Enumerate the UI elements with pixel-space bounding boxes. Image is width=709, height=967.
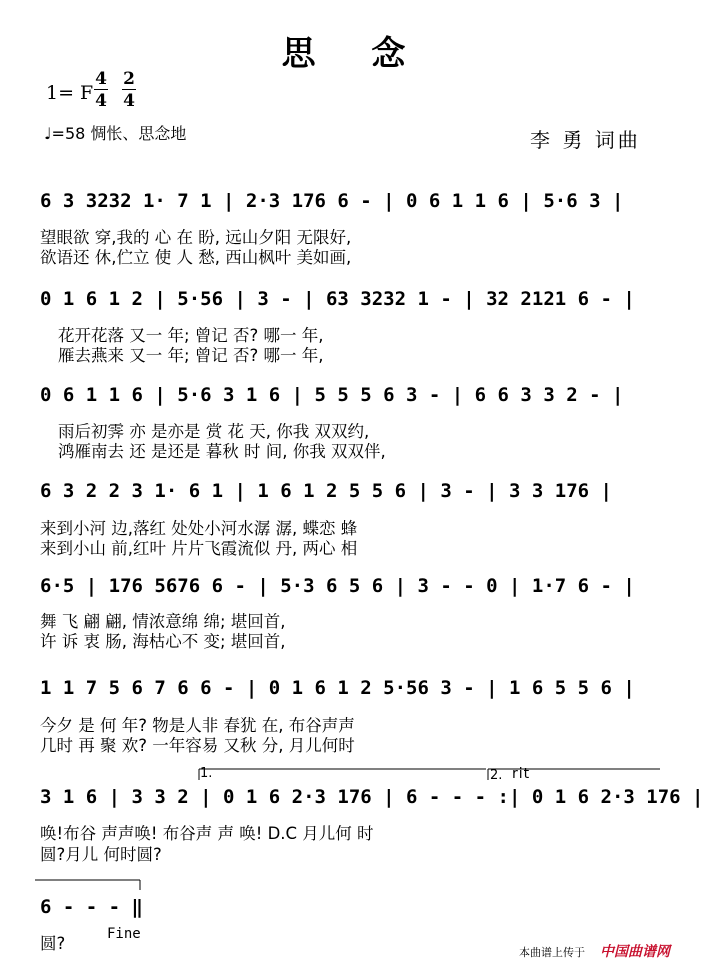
notation-row-7: 3 1 6 | 3 3 2 | 0 1 6 2·3 176 | 6 - - - :| 0 1 6 2·3 176 | (40, 786, 704, 808)
notation-row-3: 0 6 1 1 6 | 5·6 3 1 6 | 5 5 5 6 3 - | 6 6 3 3 2 - | (40, 384, 624, 406)
lyrics-row-4b: 来到小山 前,红叶 片片飞霞流似 丹, 两心 相 (40, 539, 358, 558)
lyrics-row-4a: 来到小河 边,落红 处处小河水潺 潺, 蝶恋 蜂 (40, 519, 358, 538)
notation-row-6: 1 1 7 5 6 7 6 6 - | 0 1 6 1 2 5·56 3 - | 1 6 5 5 6 | (40, 677, 635, 699)
key-signature: 1= F (46, 82, 94, 104)
time-sig-1-bottom: 4 (95, 91, 107, 111)
lyrics-row-2a: 花开花落 又一 年; 曾记 否? 哪一 年, (58, 326, 324, 345)
time-sig-2-bottom: 4 (123, 91, 135, 111)
lyrics-row-1a: 望眼欲 穿,我的 心 在 盼, 远山夕阳 无限好, (40, 228, 352, 247)
notation-row-5: 6·5 | 176 5676 6 - | 5·3 6 5 6 | 3 - - 0 | 1·7 6 - | (40, 575, 635, 597)
lyrics-row-5b: 许 诉 衷 肠, 海枯心不 变; 堪回首, (40, 632, 286, 651)
notation-row-4: 6 3 2 2 3 1· 6 1 | 1 6 1 2 5 5 6 | 3 - | 3 3 176 | (40, 480, 612, 502)
volta-1-label: 1. (200, 766, 213, 781)
lyrics-row-5a: 舞 飞 翩 翩, 情浓意绵 绵; 堪回首, (40, 612, 286, 631)
lyrics-row-7b: 圆?月儿 何时圆? (40, 845, 162, 864)
notation-row-8: 6 - - - ‖ (40, 896, 143, 918)
tempo-marking: ♩=58 惆怅、思念地 (44, 124, 187, 143)
composer-credit: 李 勇 词曲 (530, 128, 641, 152)
time-sig-2-top: 2 (123, 69, 135, 89)
time-sig-1-top: 4 (95, 69, 107, 89)
footer-upload-text: 本曲谱上传于 (519, 946, 585, 959)
fine-mark: Fine (107, 926, 141, 942)
lyrics-row-7a: 唤!布谷 声声唤! 布谷声 声 唤! D.C 月儿何 时 (40, 824, 374, 843)
volta-2-label: 2. (490, 768, 503, 783)
lyrics-row-6b: 几时 再 聚 欢? 一年容易 又秋 分, 月儿何时 (40, 736, 355, 755)
lyrics-row-3a: 雨后初霁 亦 是亦是 赏 花 天, 你我 双双约, (58, 422, 370, 441)
ritardando-mark: rit (512, 766, 531, 782)
site-logo: 中国曲谱网 (600, 944, 670, 960)
notation-row-2: 0 1 6 1 2 | 5·56 | 3 - | 63 3232 1 - | 32 2121 6 - | (40, 288, 635, 310)
notation-row-1: 6 3 3232 1· 7 1 | 2·3 176 6 - | 0 6 1 1 6 | 5·6 3 | (40, 190, 624, 212)
lyrics-row-1b: 欲语还 休,伫立 使 人 愁, 西山枫叶 美如画, (40, 248, 352, 267)
lyrics-row-6a: 今夕 是 何 年? 物是人非 春犹 在, 布谷声声 (40, 716, 355, 735)
lyrics-row-3b: 鸿雁南去 还 是还是 暮秋 时 间, 你我 双双伴, (58, 442, 386, 461)
lyrics-row-2b: 雁去燕来 又一 年; 曾记 否? 哪一 年, (58, 346, 324, 365)
page-title: 思 念 (281, 34, 428, 74)
lyrics-row-8: 圆? (40, 934, 66, 953)
